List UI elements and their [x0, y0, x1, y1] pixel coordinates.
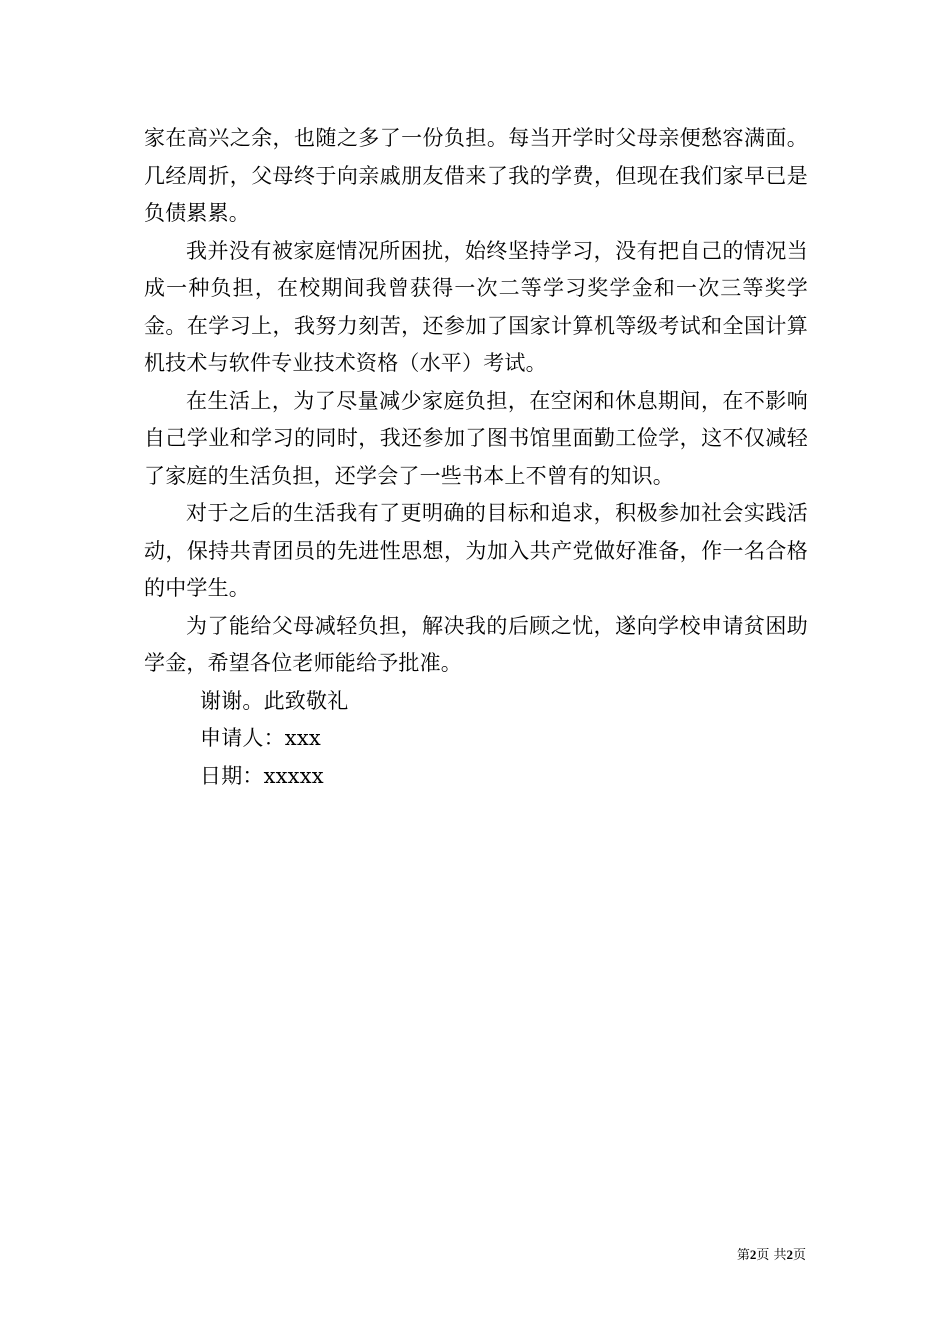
closing-date: 日期：xxxxx: [200, 763, 324, 788]
paragraph-life: 在生活上，为了尽量减少家庭负担，在空闲和休息期间，在不影响自己学业和学习的同时，我还参加了图书馆里面勤工俭学，这不仅减轻了家庭的生活负担，还学会了一些书本上不曾有的知识。: [144, 388, 808, 488]
paragraph-continuation: 家在高兴之余，也随之多了一份负担。每当开学时父母亲便愁容满面。几经周折，父母终于向亲戚朋友借来了我的学费，但现在我们家早已是负债累累。: [144, 126, 808, 225]
paragraph-goals: 对于之后的生活我有了更明确的目标和追求，积极参加社会实践活动，保持共青团员的先进性思想，为加入共产党做好准备，作一名合格的中学生。: [144, 501, 808, 600]
footer-total-pages: 2: [786, 1247, 793, 1262]
page-footer: [737, 1246, 806, 1265]
paragraph-study: 我并没有被家庭情况所困扰，始终坚持学习，没有把自己的情况当成一种负担，在校期间我曾获得一次二等学习奖学金和一次三等奖学金。在学习上，我努力刻苦，还参加了国家计算机等级考试和全国计算机技术与软件专业技术资格（水平）考试。: [144, 238, 808, 375]
footer-suffix: 页: [792, 1248, 806, 1263]
paragraph-request: 为了能给父母减轻负担，解决我的后顾之忧，遂向学校申请贫困助学金，希望各位老师能给予批准。: [144, 613, 808, 675]
footer-prefix: 第: [736, 1248, 750, 1263]
closing-applicant: 申请人：xxx: [200, 726, 321, 750]
closing-thanks: 谢谢。此致敬礼: [200, 688, 349, 713]
footer-middle: 页 共: [756, 1248, 787, 1263]
footer-current-page: 2: [749, 1247, 757, 1262]
document-body: [144, 120, 808, 795]
